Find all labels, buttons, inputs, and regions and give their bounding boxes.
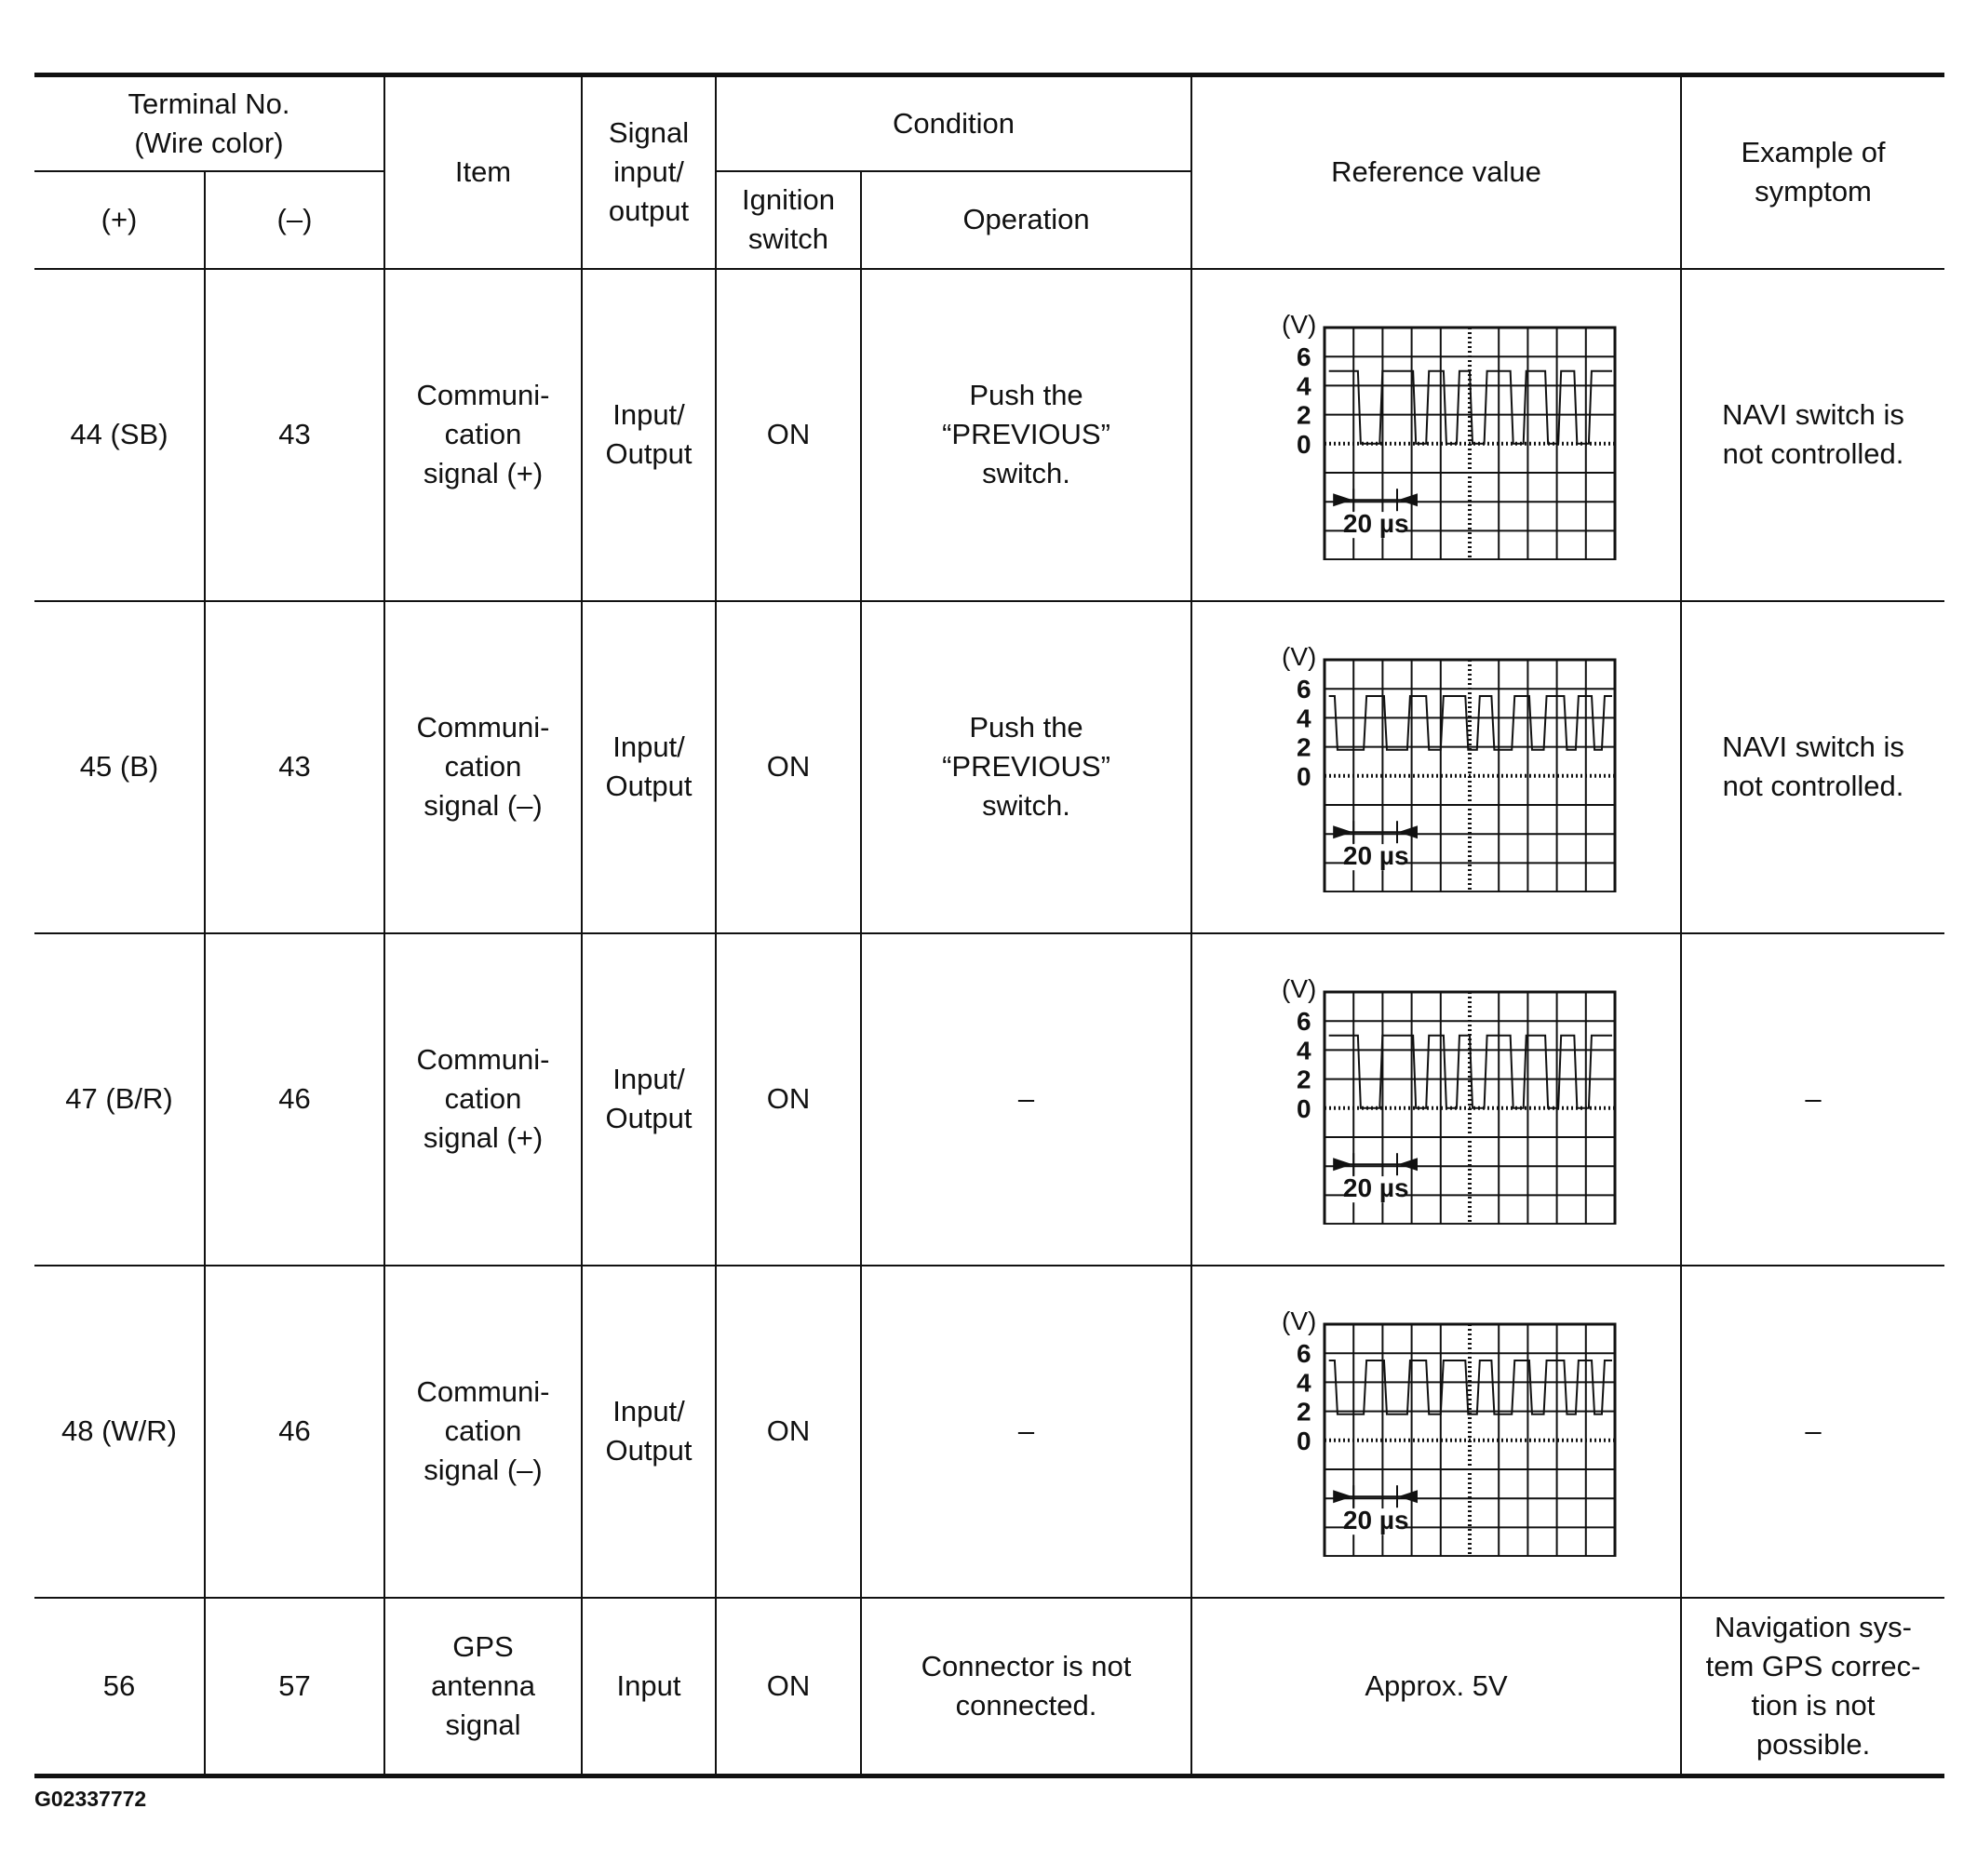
- terminal-plus: 48 (W/R): [34, 1266, 205, 1598]
- terminal-plus: 47 (B/R): [34, 933, 205, 1266]
- y-tick-label: 2: [1297, 732, 1311, 762]
- y-tick-label: 6: [1297, 675, 1311, 704]
- y-tick-label: 4: [1297, 1368, 1311, 1398]
- operation-cell: Connector is not connected.: [861, 1598, 1191, 1776]
- table-row: [34, 1598, 1944, 1776]
- oscilloscope-waveform: [1250, 309, 1622, 560]
- arrow-left-icon: [1398, 493, 1418, 506]
- symptom-cell: NAVI switch is not controlled.: [1681, 601, 1944, 933]
- arrow-right-icon: [1333, 825, 1352, 838]
- terminal-reference-table: [34, 73, 1944, 1778]
- reference-waveform-cell: [1191, 933, 1681, 1266]
- terminal-plus: 45 (B): [34, 601, 205, 933]
- reference-waveform-cell: [1191, 269, 1681, 601]
- signal-io-cell: Input/ Output: [582, 601, 716, 933]
- ignition-cell: ON: [716, 601, 861, 933]
- y-tick-label: 2: [1297, 1397, 1311, 1427]
- signal-trace: [1329, 1360, 1612, 1414]
- reference-waveform-cell: [1191, 1266, 1681, 1598]
- ignition-cell: ON: [716, 1266, 861, 1598]
- signal-trace: [1329, 371, 1612, 444]
- header-terminal-no: Terminal No. (Wire color): [34, 75, 384, 171]
- header-signal-io: Signal input/ output: [582, 75, 716, 269]
- operation-cell: –: [861, 1266, 1191, 1598]
- reference-value-cell: Approx. 5V: [1191, 1598, 1681, 1776]
- item-cell: Communi- cation signal (+): [384, 269, 582, 601]
- header-item: Item: [384, 75, 582, 269]
- terminal-minus: 46: [205, 1266, 384, 1598]
- header-example-symptom: Example of symptom: [1681, 75, 1944, 269]
- operation-cell: Push the “PREVIOUS” switch.: [861, 269, 1191, 601]
- volt-unit-label: (V): [1282, 642, 1317, 671]
- item-cell: Communi- cation signal (–): [384, 601, 582, 933]
- item-cell: Communi- cation signal (–): [384, 1266, 582, 1598]
- y-tick-label: 4: [1297, 1036, 1311, 1065]
- terminal-minus: 43: [205, 269, 384, 601]
- symptom-cell: –: [1681, 933, 1944, 1266]
- oscilloscope-waveform: [1250, 973, 1622, 1225]
- oscilloscope-waveform: [1250, 1306, 1622, 1557]
- volt-unit-label: (V): [1282, 1306, 1317, 1335]
- arrow-left-icon: [1398, 825, 1418, 838]
- time-scale-label: 20 µs: [1342, 1505, 1409, 1534]
- y-tick-label: 4: [1297, 704, 1311, 733]
- terminal-minus: 46: [205, 933, 384, 1266]
- arrow-right-icon: [1333, 493, 1352, 506]
- header-reference-value: Reference value: [1191, 75, 1681, 269]
- y-tick-label: 2: [1297, 400, 1311, 430]
- time-scale-label: 20 µs: [1342, 1172, 1409, 1202]
- signal-trace: [1329, 1036, 1612, 1108]
- table-row: [34, 1266, 1944, 1598]
- arrow-left-icon: [1398, 1158, 1418, 1171]
- header-operation: Operation: [861, 171, 1191, 269]
- symptom-cell: –: [1681, 1266, 1944, 1598]
- table-row: [34, 269, 1944, 601]
- header-condition: Condition: [716, 75, 1191, 171]
- y-tick-label: 2: [1297, 1065, 1311, 1094]
- oscilloscope-waveform: [1250, 641, 1622, 892]
- volt-unit-label: (V): [1282, 974, 1317, 1003]
- ignition-cell: ON: [716, 269, 861, 601]
- terminal-plus: 56: [34, 1598, 205, 1776]
- operation-cell: –: [861, 933, 1191, 1266]
- header-plus: (+): [34, 171, 205, 269]
- symptom-cell: Navigation sys- tem GPS correc- tion is not possible.: [1681, 1598, 1944, 1776]
- time-scale-label: 20 µs: [1342, 508, 1409, 538]
- y-tick-label: 6: [1297, 1339, 1311, 1369]
- y-tick-label: 6: [1297, 1007, 1311, 1037]
- figure-id: G02337772: [34, 1787, 147, 1811]
- signal-io-cell: Input/ Output: [582, 933, 716, 1266]
- symptom-cell: NAVI switch is not controlled.: [1681, 269, 1944, 601]
- volt-unit-label: (V): [1282, 310, 1317, 339]
- y-tick-label: 0: [1297, 1093, 1311, 1123]
- time-scale-label: 20 µs: [1342, 840, 1409, 870]
- ignition-cell: ON: [716, 933, 861, 1266]
- signal-io-cell: Input/ Output: [582, 269, 716, 601]
- signal-trace: [1329, 696, 1612, 750]
- y-tick-label: 0: [1297, 429, 1311, 459]
- ignition-cell: ON: [716, 1598, 861, 1776]
- signal-io-cell: Input: [582, 1598, 716, 1776]
- terminal-minus: 57: [205, 1598, 384, 1776]
- y-tick-label: 0: [1297, 1426, 1311, 1455]
- terminal-plus: 44 (SB): [34, 269, 205, 601]
- reference-waveform-cell: [1191, 601, 1681, 933]
- item-cell: Communi- cation signal (+): [384, 933, 582, 1266]
- item-cell: GPS antenna signal: [384, 1598, 582, 1776]
- arrow-right-icon: [1333, 1158, 1352, 1171]
- y-tick-label: 4: [1297, 371, 1311, 401]
- header-ignition-switch: Ignition switch: [716, 171, 861, 269]
- table-row: [34, 601, 1944, 933]
- table-row: [34, 933, 1944, 1266]
- y-tick-label: 6: [1297, 342, 1311, 372]
- signal-io-cell: Input/ Output: [582, 1266, 716, 1598]
- operation-cell: Push the “PREVIOUS” switch.: [861, 601, 1191, 933]
- arrow-right-icon: [1333, 1490, 1352, 1503]
- terminal-minus: 43: [205, 601, 384, 933]
- header-minus: (–): [205, 171, 384, 269]
- arrow-left-icon: [1398, 1490, 1418, 1503]
- y-tick-label: 0: [1297, 761, 1311, 791]
